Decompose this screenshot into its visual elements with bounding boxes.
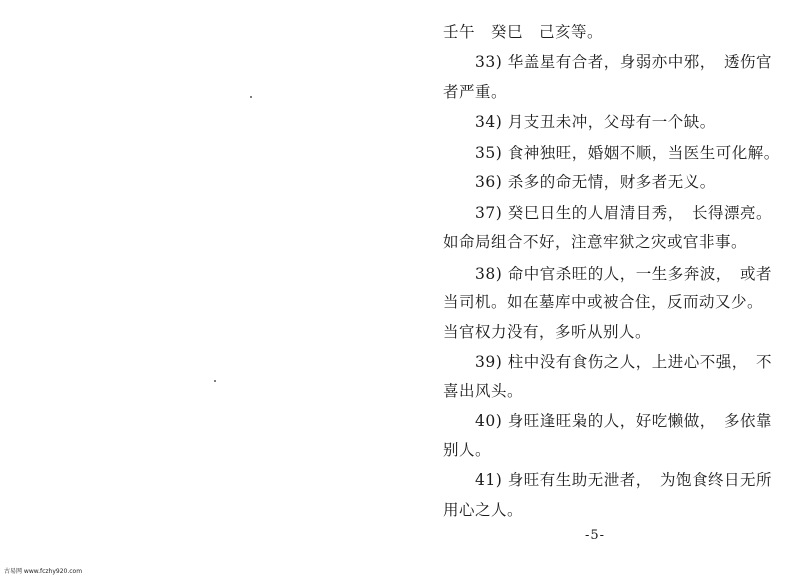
text-line: 34) 月支丑未冲，父母有一个缺。 xyxy=(475,113,716,131)
scan-speck xyxy=(214,380,216,382)
page-number: -5- xyxy=(585,528,606,543)
scan-speck xyxy=(250,96,252,98)
text-line: 如命局组合不好，注意牢狱之灾或官非事。 xyxy=(443,233,748,251)
text-line: 38) 命中官杀旺的人，一生多奔波， 或者 xyxy=(475,265,772,283)
text-line: 喜出风头。 xyxy=(443,382,524,400)
text-line: 当司机。如在墓库中或被合住，反而动又少。 xyxy=(443,293,764,311)
text-line: 当官权力没有，多听从别人。 xyxy=(443,323,652,341)
text-line: 36) 杀多的命无情，财多者无义。 xyxy=(475,173,716,191)
text-line: 40) 身旺逢旺枭的人，好吃懒做， 多依靠 xyxy=(475,412,772,430)
text-line: 39) 柱中没有食伤之人，上进心不强， 不 xyxy=(475,353,772,371)
text-page xyxy=(425,0,793,580)
text-line: 壬午 癸巳 己亥等。 xyxy=(443,23,604,41)
text-line: 37) 癸巳日生的人眉清目秀， 长得漂亮。 xyxy=(475,204,772,222)
text-line: 者严重。 xyxy=(443,83,508,101)
text-line: 35) 食神独旺，婚姻不顺，当医生可化解。 xyxy=(475,144,780,162)
text-line: 用心之人。 xyxy=(443,501,524,519)
text-line: 41) 身旺有生助无泄者， 为饱食终日无所 xyxy=(475,471,772,489)
site-watermark: 古易网 www.fczhy920.com xyxy=(4,568,83,575)
text-line: 33) 华盖星有合者，身弱亦中邪， 透伤官 xyxy=(475,53,772,71)
text-line: 别人。 xyxy=(443,441,492,459)
